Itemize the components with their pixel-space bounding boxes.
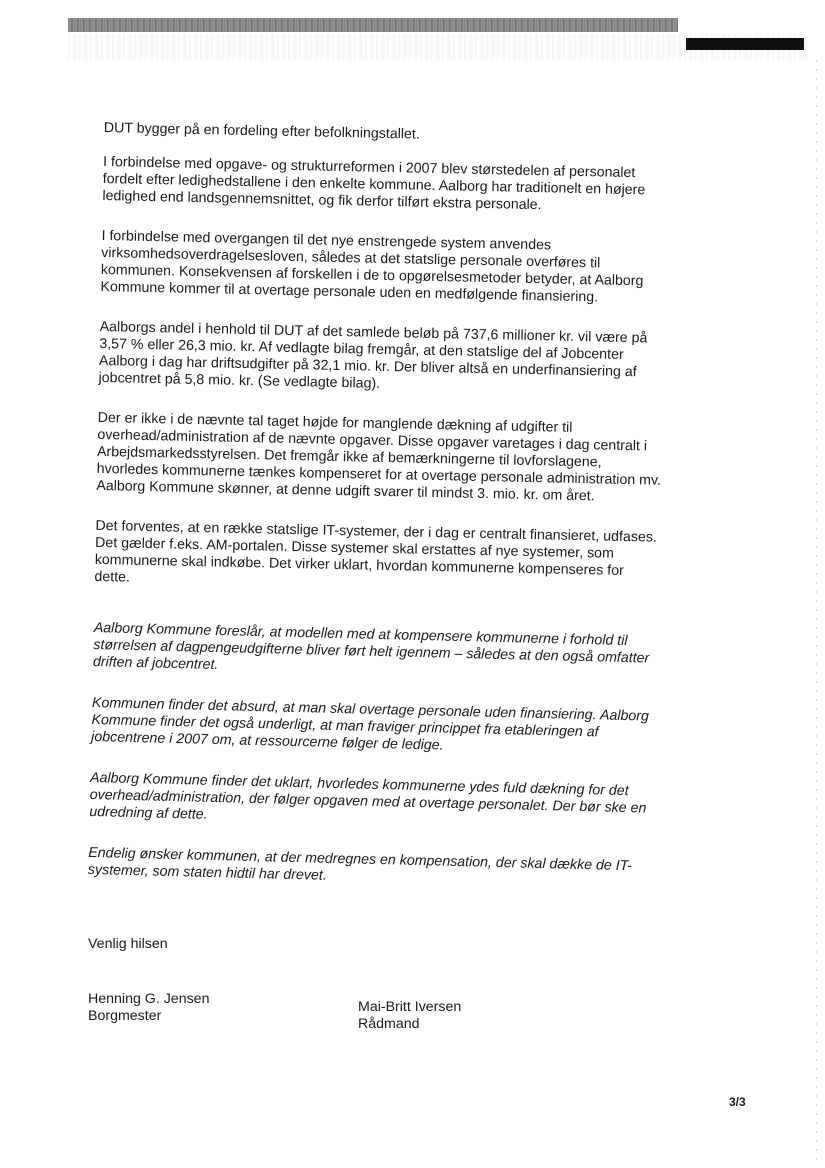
closing-greeting: Venlig hilsen (88, 936, 168, 952)
body-paragraph: Det forventes, at en række statslige IT-systemer, der i dag er centralt finansieret, udfases. Det gælder f.eks. AM-portalen. Disse systemer skal erstattes af nye systemer, som kommunerne skal indkøbe. Det virker uklart, hvordan kommunerne kompenseres for dette. (94, 517, 657, 586)
signatory-name: Mai-Britt Iversen (358, 999, 462, 1015)
body-paragraph: I forbindelse med opgave- og strukturreformen i 2007 blev størstedelen af personalet fordelt efter ledighedstallene i den enkelte kommune. Aalborg har traditionelt en højere ledighed end landsgennemsnittet, og fik derfor tilført ekstra personale. (102, 153, 646, 214)
letter-body (94, 120, 670, 621)
body-paragraph: DUT bygger på en fordeling efter befolkningstallet. (103, 120, 420, 143)
signatory-name: Henning G. Jensen (88, 991, 210, 1007)
scan-noise (68, 34, 808, 60)
scan-header-bar (68, 18, 678, 32)
page-number: 3/3 (729, 1095, 746, 1109)
scan-edge (816, 60, 817, 1160)
body-paragraph: Der er ikke i de nævnte tal taget højde for manglende dækning af udgifter til overhead/administration af de nævnte opgaver. Disse opgaver varetages i dag centralt i Arbejdsmarkedsstyrelsen. Det fremgår ikke af bemærkningerne til lovforslagene, hvorledes kommunerne tænkes kompenseret for at overtage personale administration mv. Aalborg Kommune skønner, at denne udgift svarer til mindst 3. mio. kr. om året. (96, 409, 662, 505)
signature-block-mayor (88, 991, 209, 1025)
body-paragraph: Aalborgs andel i henhold til DUT af det samlede beløb på 737,6 millioner kr. vil være på 3,57 % eller 26,3 mio. kr. Af vedlagte bilag fremgår, at den statslige del af Jobcenter Aalborg i dag har driftsudgifter på 32,1 mio. kr. Der bliver altså en underfinansiering af jobcentret på 5,8 mio. kr. (Se vedlagte bilag). (98, 318, 648, 392)
signature-block-alderman (358, 999, 461, 1033)
signatory-title: Rådmand (358, 1016, 420, 1032)
proposal-paragraph: Aalborg Kommune finder det uklart, hvorledes kommunerne ydes fuld dækning for det overhead/administration, der følger opgaven med at overtage personalet. Der bør ske en udredning af dette. (89, 769, 647, 823)
proposal-paragraph: Kommunen finder det absurd, at man skal overtage personale uden finansiering. Aalborg Kommune finder det også underligt, at man fraviger princippet fra etableringen af jobcentrene i 2007 om, at ressourcerne følger de ledige. (90, 694, 650, 754)
proposal-section (87, 620, 660, 917)
body-paragraph: I forbindelse med overgangen til det nye enstrengede system anvendes virksomhedsoverdragelsesloven, således at det statslige personale overføres til kommunen. Konsekvensen af forskellen i de to opgørelsesmetoder betyder, at Aalborg Kommune kommer til at overtage personale uden en medfølgende finansiering. (100, 227, 644, 306)
signatory-title: Borgmester (88, 1008, 162, 1024)
proposal-paragraph: Endelig ønsker kommunen, at der medregnes en kompensation, der skal dække de IT-systemer, som staten hidtil har drevet. (87, 844, 632, 884)
proposal-paragraph: Aalborg Kommune foreslår, at modellen med at kompensere kommunerne i forhold til størrelsen af dagpengeudgifterne bliver ført helt igennem – således at den også omfatter driften af jobcentret. (92, 620, 650, 674)
